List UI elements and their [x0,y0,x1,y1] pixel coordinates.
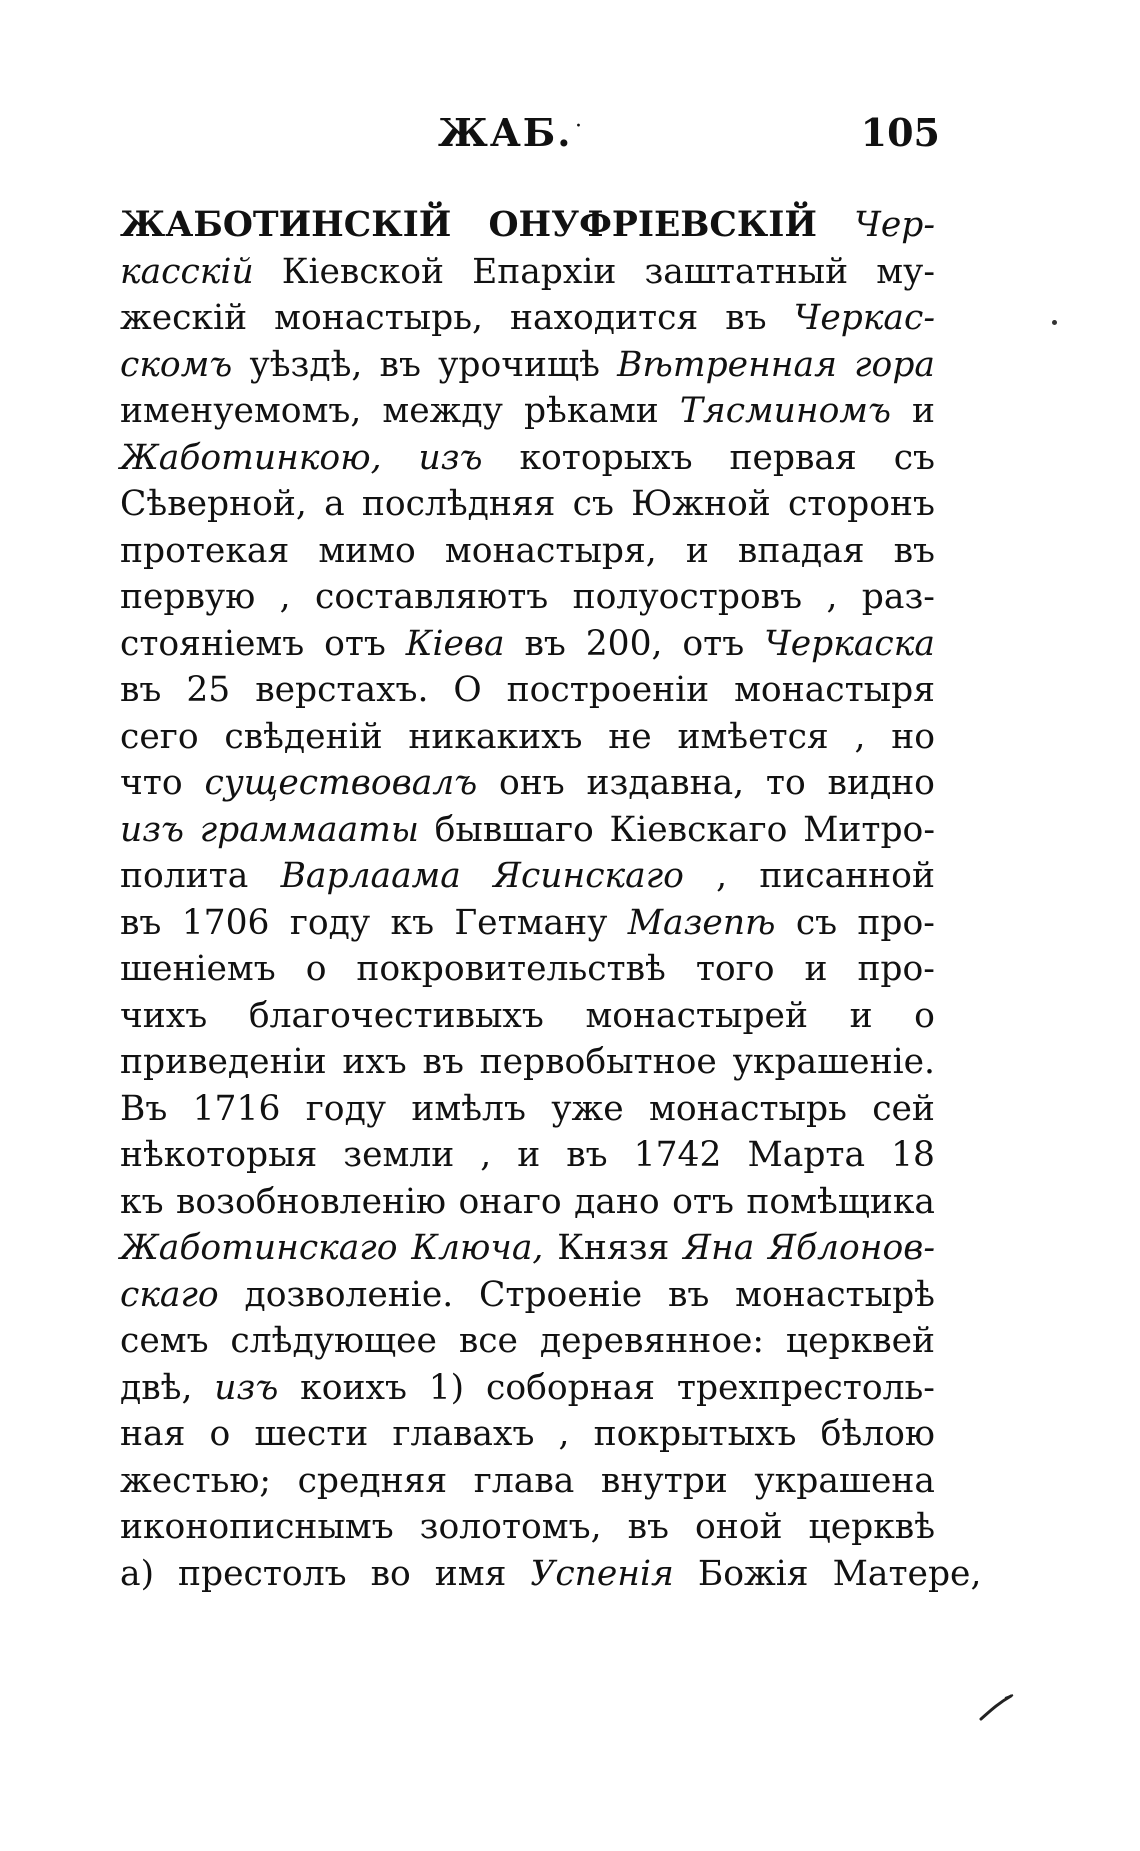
word: издавна, [586,763,745,803]
word: монастыря [734,670,935,710]
word: Черкаска [764,623,935,664]
word: , [558,1414,570,1454]
word: , [480,1135,492,1175]
text-line [120,946,935,993]
word: имѣется [677,716,829,757]
word: рѣками [523,391,659,431]
word: , [826,577,838,617]
word: отъ [324,623,386,664]
text-line [120,435,935,482]
word: изъ [214,1367,279,1408]
word: отъ [682,623,745,664]
word: гора [854,344,935,385]
word: , [854,716,866,757]
word: первобытное [479,1042,717,1082]
text-line [120,1272,935,1319]
word: 1742 [633,1135,722,1175]
word: 1716 [192,1088,281,1129]
word: никакихъ [408,716,583,757]
word: покровительствѣ [356,949,666,989]
word: заштатный [644,251,849,292]
word: Гетману [454,902,608,943]
word: Кіевской [281,251,444,292]
word: про- [857,902,935,943]
word: Южной [631,484,771,524]
word: 200, [585,623,663,664]
word: и [517,1135,541,1175]
word: году [305,1088,387,1129]
word: полуостровъ [572,577,803,617]
word: которыхъ [519,437,693,478]
word: коихъ [300,1367,407,1408]
word: помѣщика [746,1181,935,1222]
word: слѣдующее [230,1321,437,1361]
word: о [209,1414,231,1454]
word: послѣдняя [361,484,556,524]
text-line [120,1225,935,1272]
word: Въ [120,1088,168,1129]
word: нѣкоторыя [120,1135,318,1175]
word: глава [473,1460,575,1501]
word: Матере, [832,1553,982,1594]
word: ихъ [342,1042,407,1082]
word: уѣздѣ, [249,344,363,385]
word: скомъ [120,344,233,385]
word: и [849,995,873,1036]
word: 1) [428,1367,465,1408]
running-head-title: ЖАБ. [438,110,573,155]
word: построеніи [506,670,710,710]
text-line [120,667,935,714]
word: Черкас- [793,298,935,338]
text-line [120,621,935,668]
word: что [120,763,183,803]
word: и [912,391,935,431]
text-line [120,388,935,435]
word: а [324,484,345,524]
word: изъ [120,809,185,850]
word: въ [120,902,162,943]
text-line [120,760,935,807]
page-number: 105 [860,110,940,155]
word: въ [566,1135,608,1175]
word: ОНУФРІЕВСКІЙ [488,205,817,245]
text-line [120,1365,935,1412]
word: дано [574,1181,660,1222]
word: украшена [754,1460,935,1501]
word: имѣлъ [411,1088,526,1129]
word: ЖАБОТИНСКІЙ [120,205,452,245]
word: въ [379,344,421,385]
text-line [120,714,935,761]
running-head [120,110,940,166]
word: дозволеніе. [244,1274,454,1315]
word: году [289,902,371,943]
word: Сѣверной, [120,484,307,524]
text-line [120,574,935,621]
word: не [608,716,652,757]
word: главахъ [392,1414,535,1454]
word: монастыря, [444,530,657,571]
word: про- [857,949,935,989]
text-line [120,1411,935,1458]
text-line [120,1458,935,1505]
word: иконописнымъ [120,1507,394,1547]
word: чихъ [120,995,208,1036]
text-line [120,249,935,296]
word: то [765,763,806,803]
word: му- [876,251,935,292]
word: граммааты [199,809,419,850]
text-line [120,202,935,249]
word: монастырей [585,995,808,1036]
word: касскій [120,251,254,292]
word: находится [510,298,699,338]
word: мимо [318,530,416,571]
word: О [453,670,482,710]
word: съ [893,437,935,478]
word: составляютъ [315,577,549,617]
word: церквѣ [808,1507,935,1547]
word: шеніемъ [120,949,276,989]
word: Кіевскаго [609,809,788,850]
word: Ключа, [411,1228,544,1268]
word: соборная [486,1367,656,1408]
word: сей [872,1088,935,1129]
word: первая [729,437,857,478]
word: , [279,577,291,617]
word: бѣлою [820,1414,935,1454]
word: Митро- [803,809,935,850]
word: къ [120,1181,164,1222]
word: возобновленію [175,1181,447,1222]
word: во [370,1553,411,1594]
margin-speck [1052,320,1057,325]
word: Строеніе [478,1274,643,1315]
word: ная [120,1414,186,1454]
word: Божія [697,1553,809,1594]
word: Чер- [854,205,935,245]
word: первую [120,577,256,617]
word: раз- [861,577,935,617]
word: Марта [747,1135,866,1175]
word: средняя [297,1460,448,1501]
word: жестью; [120,1460,272,1501]
text-line [120,1039,935,1086]
word: Успенія [530,1553,674,1594]
text-line [120,342,935,389]
word: церквей [785,1321,935,1361]
word: 25 [186,670,231,710]
text-line [120,1086,935,1133]
word: a) [120,1553,155,1594]
word: свѣденій [224,716,383,757]
word: семъ [120,1321,209,1361]
word: онаго [458,1181,562,1222]
stray-pen-mark [979,1692,1015,1722]
word: Епархіи [472,251,617,292]
word: украшеніе. [732,1042,935,1082]
word: Варлаама [280,856,461,896]
word: Жаботинкою, [120,437,382,478]
word: сторонъ [787,484,935,524]
word: Ясинскаго [493,856,684,896]
word: Яблонов- [768,1228,935,1268]
word: о [914,995,935,1036]
word: шести [254,1414,369,1454]
word: благочестивыхъ [248,995,544,1036]
text-line [120,481,935,528]
word: монастырь [648,1088,847,1129]
word: приведеніи [120,1042,327,1082]
word: покрытыхъ [593,1414,797,1454]
text-line [120,1318,935,1365]
word: между [382,391,503,431]
word: сего [120,716,199,757]
text-line [120,1504,935,1551]
word: протекая [120,530,290,571]
word: Кіева [405,623,505,664]
running-head-dot: · [575,114,582,139]
text-line [120,807,935,854]
word: монастырь, [274,298,483,338]
word: 18 [891,1135,935,1175]
word: двѣ, [120,1367,193,1408]
word: онъ [499,763,565,803]
word: впадая [737,530,865,571]
word: золотомъ, [419,1507,602,1547]
word: земли [343,1135,455,1175]
word: Тясминомъ [679,391,891,431]
text-line [120,295,935,342]
text-line [120,1179,935,1226]
word: престолъ [178,1553,347,1594]
word: писанной [759,856,935,896]
word: въ [524,623,566,664]
text-line [120,993,935,1040]
word: Князя [557,1228,670,1268]
word: деревянное: [539,1321,765,1361]
word: оной [694,1507,783,1547]
word: существовалъ [204,763,478,803]
text-line [120,853,935,900]
word: въ [627,1507,669,1547]
word: изъ [418,437,483,478]
word: въ [120,670,162,710]
word: отъ [672,1181,734,1222]
word: въ [725,298,767,338]
word: трехпрестоль- [676,1367,935,1408]
word: 1706 [181,902,270,943]
word: въ [422,1042,464,1082]
word: Яна [683,1228,755,1268]
word: и [804,949,828,989]
word: скаго [120,1274,219,1315]
word: верстахъ. [255,670,429,710]
word: съ [795,902,838,943]
word: именуемомъ, [120,391,362,431]
word: съ [572,484,614,524]
text-line [120,528,935,575]
word: но [891,716,935,757]
word: Жаботинскаго [120,1228,398,1268]
text-line [120,1132,935,1179]
word: монастырѣ [735,1274,935,1315]
word: урочищѣ [438,344,600,385]
word: къ [390,902,435,943]
word: въ [667,1274,710,1315]
word: уже [551,1088,624,1129]
word: , [716,856,728,896]
word: полита [120,856,249,896]
word: внутри [600,1460,728,1501]
word: Мазепѣ [627,902,776,943]
text-line [120,900,935,947]
word: стояніемъ [120,623,305,664]
word: того [695,949,775,989]
word: имя [434,1553,507,1594]
word: Вѣтренная [617,344,837,385]
body-text [120,202,982,1597]
word: все [458,1321,518,1361]
word: и [685,530,709,571]
word: жескій [120,298,248,338]
word: въ [893,530,935,571]
word: о [305,949,327,989]
word: бывшаго [434,809,594,850]
text-line [120,1551,982,1598]
word: видно [827,763,935,803]
